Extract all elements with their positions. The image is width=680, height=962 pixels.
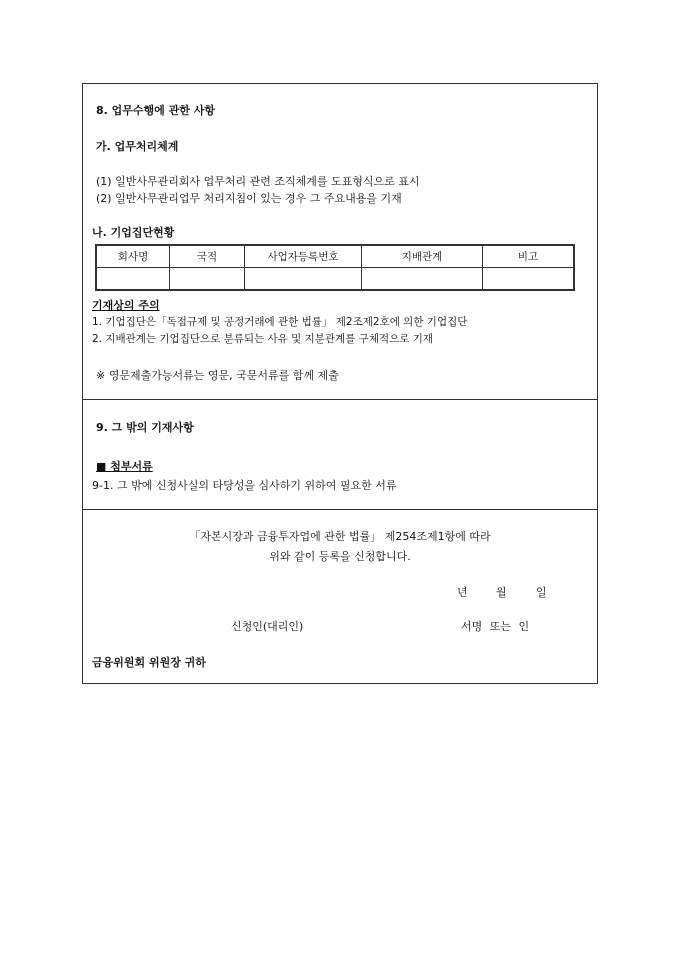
- table-cell: [483, 268, 575, 291]
- section8-sub-ga: 가. 업무처리체계: [96, 140, 179, 153]
- section8-item-2: (2) 일반사무관리업무 처리지침이 있는 경우 그 주요내용을 기재: [96, 192, 402, 205]
- attachment-item: 9-1. 그 밖에 신청사실의 타당성을 심사하기 위하여 필요한 서류: [92, 479, 397, 492]
- date-month-label: 월: [496, 586, 507, 599]
- table-cell: [245, 268, 362, 291]
- table-row: [96, 268, 574, 291]
- header-business-reg-no: 사업자등록번호: [245, 245, 362, 268]
- attachments-title: ■ 첨부서류: [96, 460, 153, 473]
- table-cell: [96, 268, 170, 291]
- header-control-relation: 지배관계: [362, 245, 483, 268]
- declaration-line-1: 「자본시장과 금융투자업에 관한 법률」 제254조제1항에 따라: [189, 530, 491, 543]
- notes-title: 기재상의 주의: [92, 299, 160, 312]
- table-cell: [170, 268, 245, 291]
- section8-sub-na: 나. 기업집단현황: [92, 226, 175, 239]
- declaration-line-2: 위와 같이 등록을 신청합니다.: [269, 550, 411, 563]
- section9-title: 9. 그 밖의 기재사항: [96, 421, 194, 434]
- section-divider: [83, 509, 597, 510]
- application-form: [82, 83, 598, 684]
- note-1: 1. 기업집단은「독점규제 및 공정거래에 관한 법률」 제2조제2호에 의한 기업집단: [92, 316, 468, 328]
- company-group-table: [95, 244, 575, 291]
- header-nationality: 국적: [170, 245, 245, 268]
- section8-title: 8. 업무수행에 관한 사항: [96, 104, 215, 117]
- header-remarks: 비고: [483, 245, 575, 268]
- section8-item-1: (1) 일반사무관리회사 업무처리 관련 조직체계를 도표형식으로 표시: [96, 175, 420, 188]
- remark-english-docs: ※ 영문제출가능서류는 영문, 국문서류를 함께 제출: [96, 369, 339, 382]
- date-year-label: 년: [457, 586, 468, 599]
- table-cell: [362, 268, 483, 291]
- addressee: 금융위원회 위원장 귀하: [92, 656, 206, 669]
- applicant-label: 신청인(대리인): [231, 620, 304, 633]
- table-header-row: [96, 245, 574, 268]
- header-company-name: 회사명: [96, 245, 170, 268]
- section-divider: [83, 399, 597, 400]
- signature-label: 서명 또는 인: [461, 620, 530, 633]
- note-2: 2. 지배관계는 기업집단으로 분류되는 사유 및 지분관계를 구체적으로 기재: [92, 333, 434, 345]
- date-day-label: 일: [536, 586, 547, 599]
